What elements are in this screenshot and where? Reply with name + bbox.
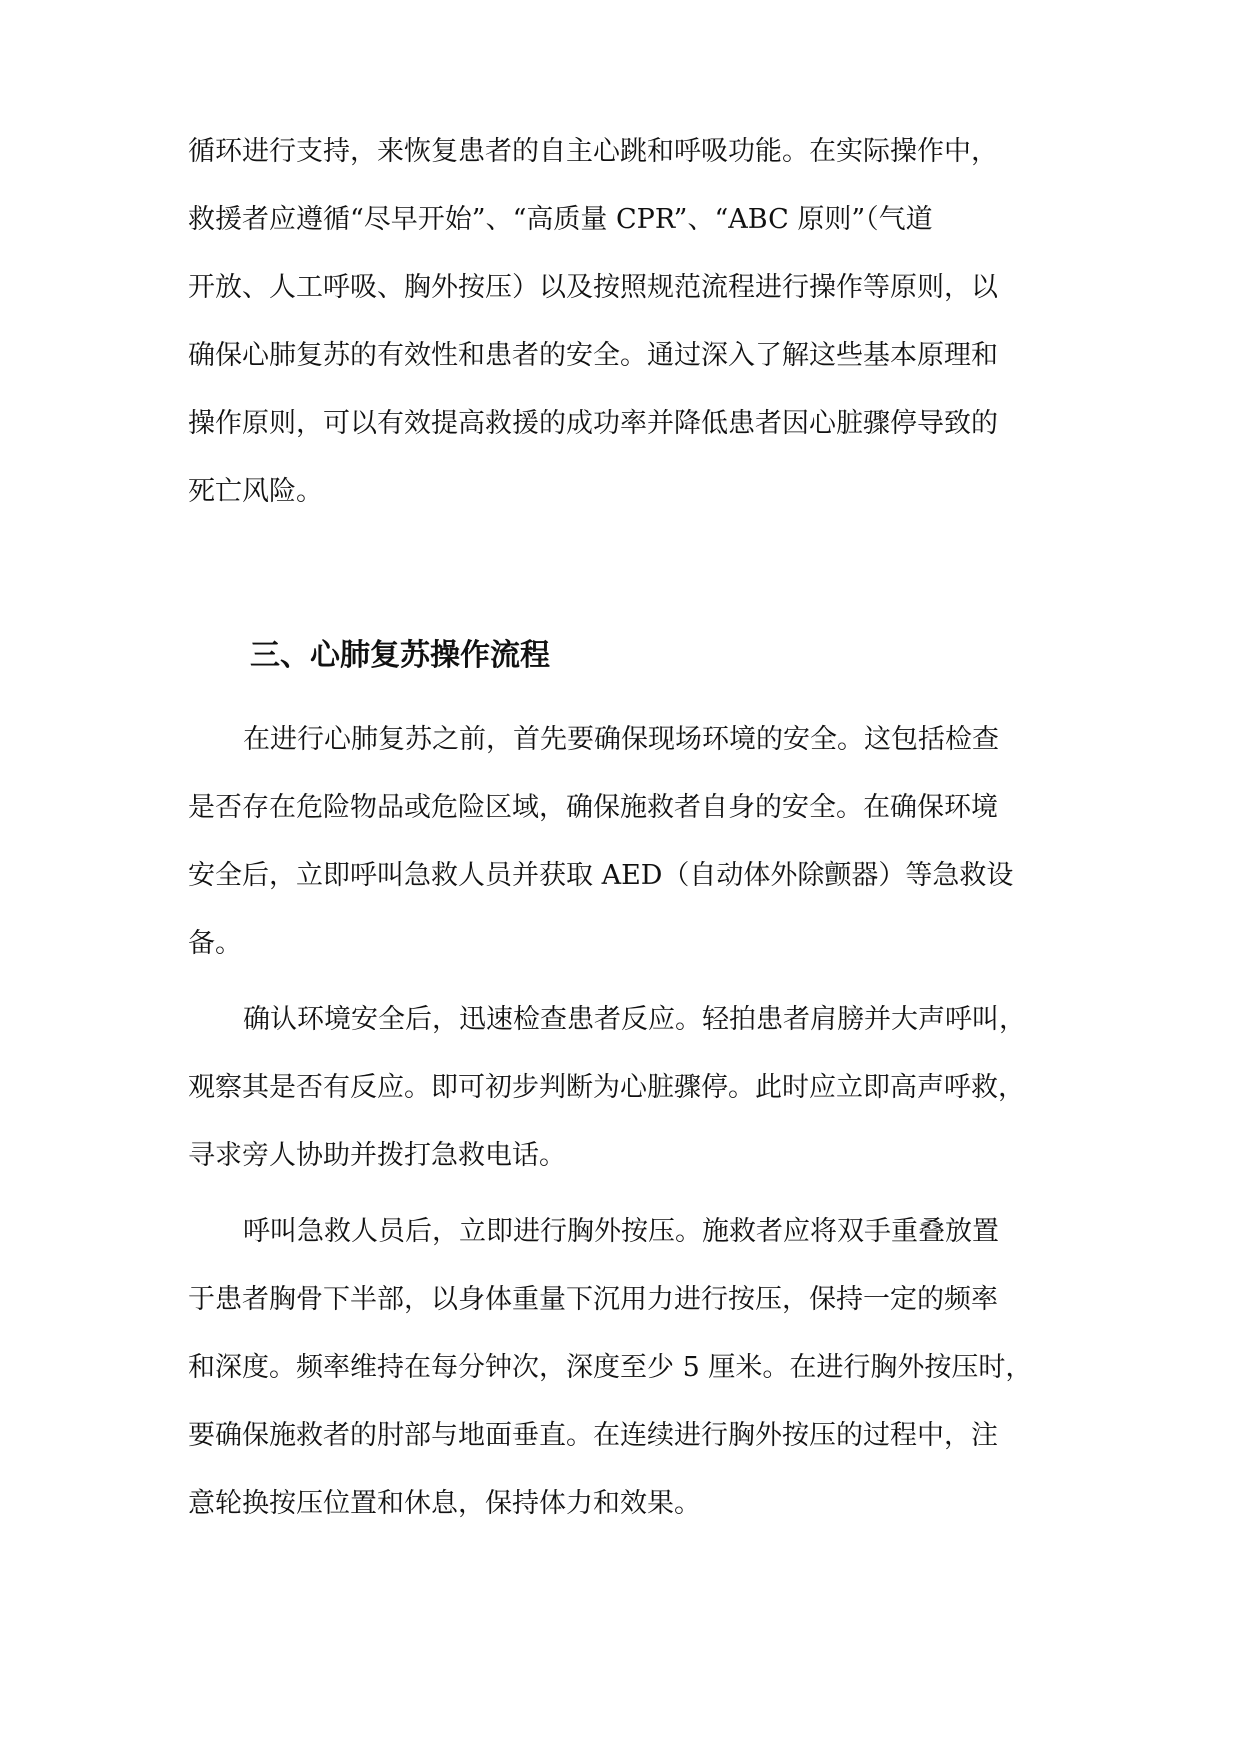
intro-line-2: 救援者应遵循“尽早开始”、“高质量 CPR”、“ABC 原则”（气道	[188, 204, 933, 235]
p2-line-1: 确认环境安全后，迅速检查患者反应。轻拍患者肩膀并大声呼叫，	[243, 1004, 1026, 1035]
p3-line-1: 呼叫急救人员后，立即进行胸外按压。施救者应将双手重叠放置	[243, 1216, 999, 1247]
p1-line-2: 是否存在危险物品或危险区域，确保施救者自身的安全。在确保环境	[188, 792, 998, 823]
p1-line-4: 备。	[188, 928, 242, 959]
section-heading: 三、心肺复苏操作流程	[250, 638, 550, 673]
p3-line-3: 和深度。频率维持在每分钟次，深度至少 5 厘米。在进行胸外按压时，	[188, 1352, 1033, 1383]
p3-line-4: 要确保施救者的肘部与地面垂直。在连续进行胸外按压的过程中，注	[188, 1420, 998, 1451]
intro-line-3: 开放、人工呼吸、胸外按压）以及按照规范流程进行操作等原则，以	[188, 272, 998, 303]
intro-line-5: 操作原则，可以有效提高救援的成功率并降低患者因心脏骤停导致的	[188, 408, 998, 439]
p1-line-1: 在进行心肺复苏之前，首先要确保现场环境的安全。这包括检查	[243, 724, 999, 755]
p3-line-2: 于患者胸骨下半部，以身体重量下沉用力进行按压，保持一定的频率	[188, 1284, 998, 1315]
p2-line-2: 观察其是否有反应。即可初步判断为心脏骤停。此时应立即高声呼救，	[188, 1072, 1025, 1103]
p1-line-3: 安全后，立即呼叫急救人员并获取 AED（自动体外除颤器）等急救设	[188, 860, 1014, 891]
intro-line-4: 确保心肺复苏的有效性和患者的安全。通过深入了解这些基本原理和	[188, 340, 998, 371]
p2-line-3: 寻求旁人协助并拨打急救电话。	[188, 1140, 566, 1171]
p3-line-5: 意轮换按压位置和休息，保持体力和效果。	[188, 1488, 701, 1519]
intro-line-6: 死亡风险。	[188, 476, 323, 507]
intro-line-1: 循环进行支持，来恢复患者的自主心跳和呼吸功能。在实际操作中，	[188, 136, 998, 167]
